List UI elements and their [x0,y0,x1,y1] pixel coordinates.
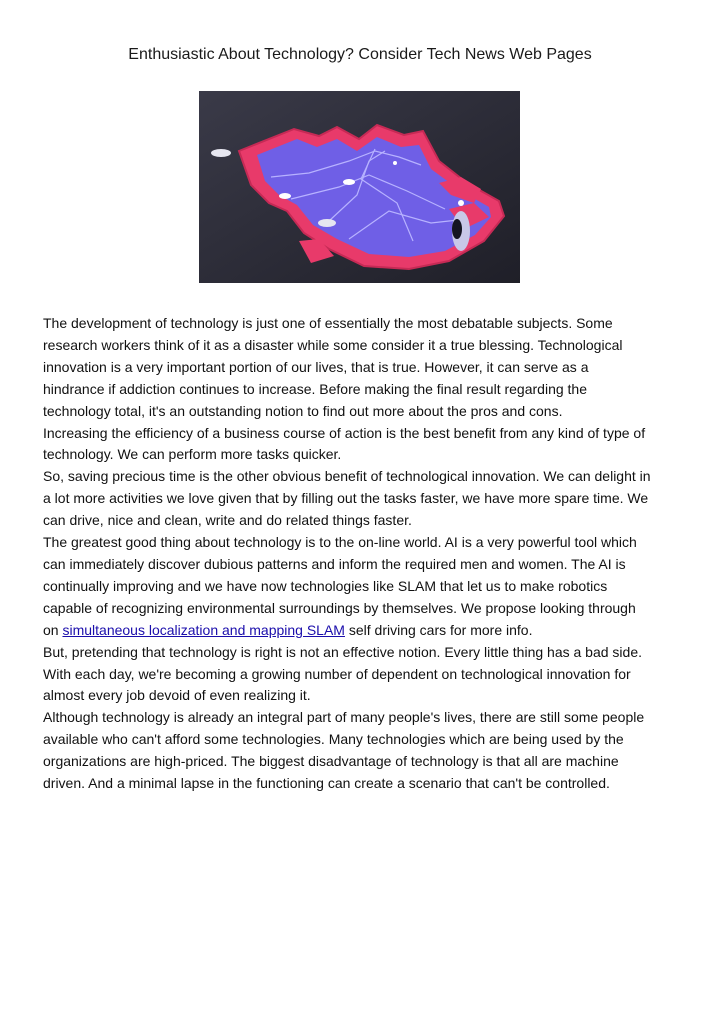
article-line: Increasing the efficiency of a business course of action is the best benefit from any kind of type of [43,424,646,441]
link-suffix: self driving cars for more info. [344,621,533,638]
article-line: can drive, nice and clean, write and do related things faster. [43,512,412,529]
article-line: research workers think of it as a disaster while some consider it a true blessing. Technological [43,336,623,353]
article-line: So, saving precious time is the other obvious benefit of technological innovation. We can delight in [43,468,651,485]
slam-link[interactable]: simultaneous localization and mapping SLAM [62,621,345,638]
article-line: technology. We can perform more tasks quicker. [43,446,342,463]
article-line: driven. And a minimal lapse in the functioning can create a scenario that can't be controlled. [43,775,610,792]
article-line: almost every job devoid of even realizing it. [43,687,311,704]
slam-map-image [199,91,520,283]
article-line: The development of technology is just one of essentially the most debatable subjects. Some [43,315,613,331]
article-line: innovation is a very important portion of our lives, that is true. However, it can serve as a [43,358,589,375]
document-title: Enthusiastic About Technology? Consider Tech News Web Pages [128,46,592,63]
article-line: continually improving and we have now technologies like SLAM that let us to make robotics [43,577,608,594]
article-line-with-link [43,620,683,642]
article-line: available who can't afford some technologies. Many technologies which are being used by the [43,731,624,748]
article-line: capable of recognizing environmental surroundings by themselves. We propose looking through [43,599,636,616]
article-line: The greatest good thing about technology is to the on-line world. AI is a very powerful tool which [43,534,637,551]
article-line: a lot more activities we love given that by filling out the tasks faster, we have more spare time. We [43,490,649,507]
article-line: organizations are high-priced. The biggest disadvantage of technology is that all are machine [43,753,619,770]
link-prefix: on [43,621,63,638]
article-line: But, pretending that technology is right is not an effective notion. Every little thing has a bad side. [43,643,642,660]
article-line: hindrance if addiction continues to increase. Before making the final result regarding the [43,380,587,397]
article-line: Although technology is already an integral part of many people's lives, there are still some people [43,709,645,726]
article-line: With each day, we're becoming a growing number of dependent on technological innovation for [43,665,631,682]
article-line: can immediately discover dubious patterns and inform the required men and women. The AI is [43,555,626,572]
article-body [43,313,683,795]
article-line: technology total, it's an outstanding notion to find out more about the pros and cons. [43,402,563,419]
